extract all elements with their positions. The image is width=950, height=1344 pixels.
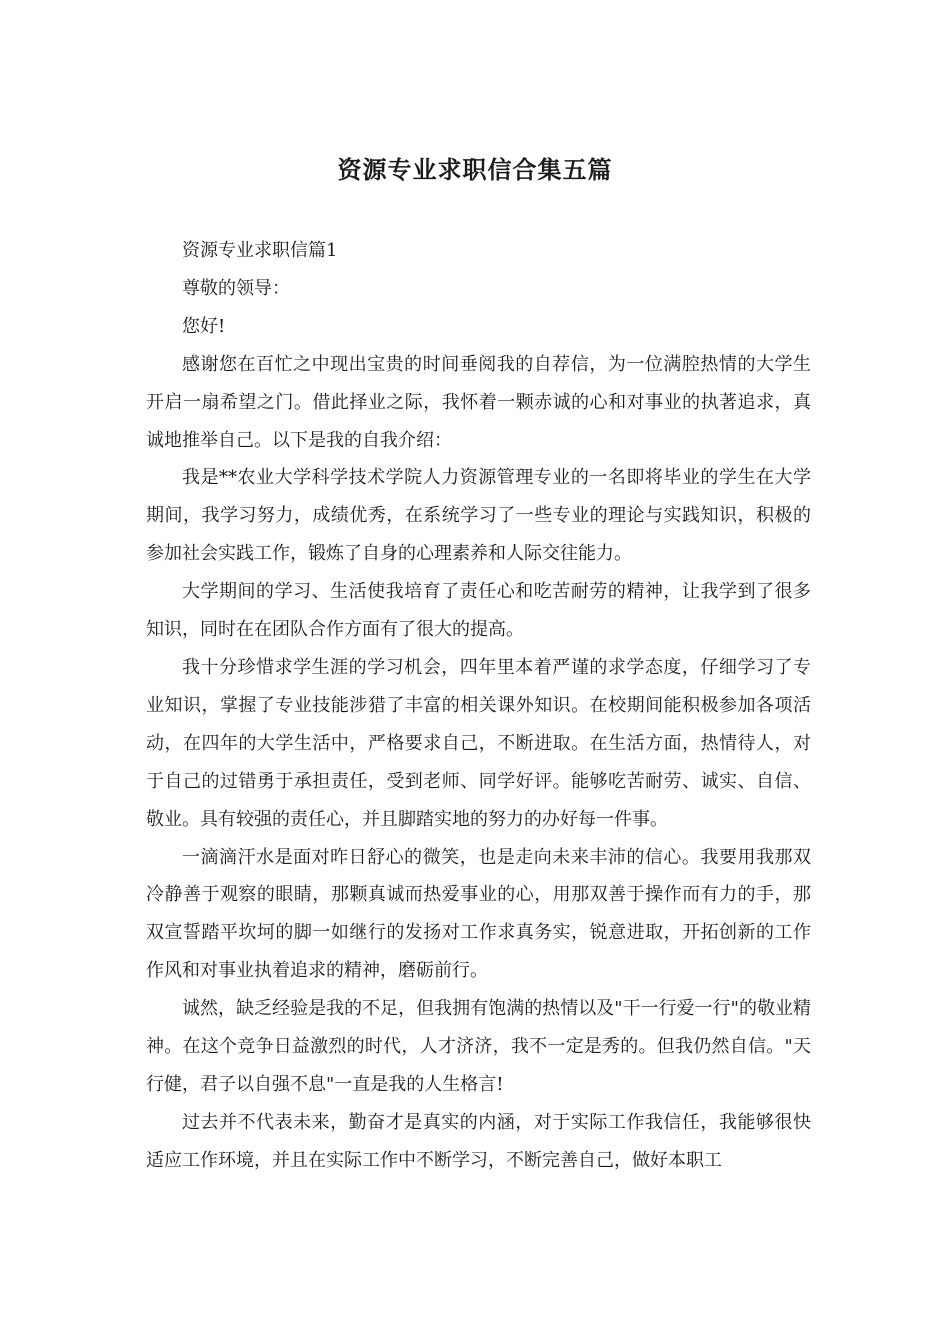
body-paragraph: 诚然，缺乏经验是我的不足，但我拥有饱满的热情以及"干一行爱一行"的敬业精神。在这个竞争日益激烈的时代，人才济济，我不一定是秀的。但我仍然自信。"天行健，君子以自强不息"一直是我的人生格言!	[146, 998, 811, 1095]
body-paragraph: 一滴滴汗水是面对昨日舒心的微笑，也是走向未来丰沛的信心。我要用我那双冷静善于观察的眼睛，那颗真诚而热爱事业的心，用那双善于操作而有力的手，那双宣誓踏平坎坷的脚一如继行的发扬对工作求真务实，锐意进取，开拓创新的工作作风和对事业执着追求的精神，磨砺前行。	[146, 846, 811, 982]
salutation: 尊敬的领导：	[182, 277, 290, 299]
body-paragraph: 我十分珍惜求学生涯的学习机会，四年里本着严谨的求学态度，仔细学习了专业知识，掌握了专业技能涉猎了丰富的相关课外知识。在校期间能积极参加各项活动，在四年的大学生活中，严格要求自己，不断进取。在生活方面，热情待人，对于自己的过错勇于承担责任，受到老师、同学好评。能够吃苦耐劳、诚实、自信、敬业。具有较强的责任心，并且脚踏实地的努力的办好每一件事。	[146, 656, 811, 830]
body-paragraph: 大学期间的学习、生活使我培育了责任心和吃苦耐劳的精神，让我学到了很多知识，同时在在团队合作方面有了很大的提高。	[146, 581, 811, 641]
document-title: 资源专业求职信合集五篇	[337, 155, 613, 184]
body-paragraph: 过去并不代表未来，勤奋才是真实的内涵，对于实际工作我信任，我能够很快适应工作环境，并且在实际工作中不断学习，不断完善自己，做好本职工	[146, 1111, 811, 1171]
body-paragraph: 感谢您在百忙之中现出宝贵的时间垂阅我的自荐信，为一位满腔热情的大学生开启一扇希望之门。借此择业之际，我怀着一颗赤诚的心和对事业的执著追求，真诚地推举自己。以下是我的自我介绍：	[146, 353, 811, 451]
document-body	[146, 232, 811, 1180]
body-paragraph: 我是**农业大学科学技术学院人力资源管理专业的一名即将毕业的学生在大学期间，我学习努力，成绩优秀，在系统学习了一些专业的理论与实践知识，积极的参加社会实践工作，锻炼了自身的心理素养和人际交往能力。	[146, 467, 811, 565]
greeting: 您好!	[182, 315, 226, 337]
section-heading: 资源专业求职信篇1	[182, 240, 338, 261]
